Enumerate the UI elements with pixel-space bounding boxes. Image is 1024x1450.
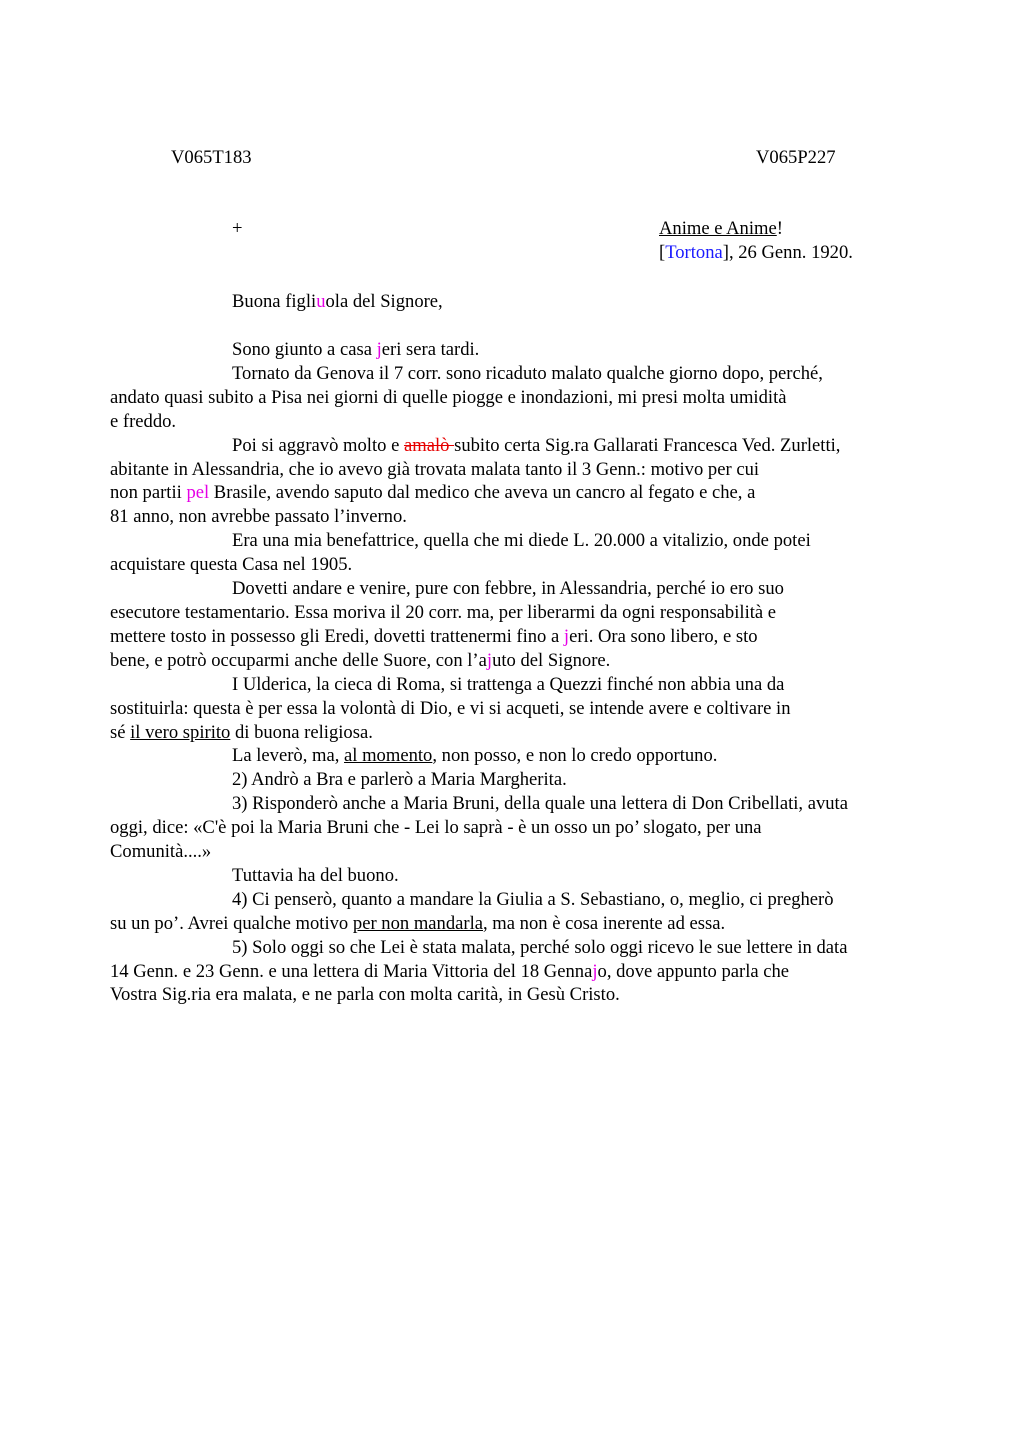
text-run: Poi si aggravò molto e	[232, 434, 404, 456]
salutation	[232, 290, 443, 314]
text-line: Tornato da Genova il 7 corr. sono ricaduto malato qualche giorno dopo, perché,	[232, 362, 823, 384]
paragraph-6	[110, 673, 931, 745]
strikethrough-word: amalò	[403, 434, 455, 456]
paragraph-1	[171, 338, 931, 362]
text-run: sé	[110, 721, 131, 743]
text-line: esecutore testamentario. Essa moriva il 20 corr. ma, per liberarmi da ogni responsabilità e	[110, 601, 777, 623]
paragraph-5	[110, 577, 931, 673]
underlined-phrase: per non mandarla	[352, 912, 483, 934]
text-run: non partii	[110, 482, 187, 504]
text-line: Dovetti andare e venire, pure con febbre, in Alessandria, perché io ero suo	[232, 578, 784, 600]
paragraph-3	[110, 434, 931, 530]
paragraph-4	[110, 529, 931, 577]
paragraph-10: Tuttavia ha del buono.	[232, 864, 399, 886]
salutation-part: ola del Signore,	[325, 291, 443, 312]
text-run: su un po’. Avrei qualche motivo	[110, 912, 353, 934]
salutation-correction: u	[316, 291, 326, 312]
title-underlined: Anime e Anime	[659, 218, 777, 239]
paragraph-9	[110, 792, 931, 864]
text-line: 81 anno, non avrebbe passato l’inverno.	[110, 506, 407, 528]
text-line: andato quasi subito a Pisa nei giorni di quelle piogge e inondazioni, mi presi molta umidità	[110, 386, 787, 408]
document-code-left: V065T183	[171, 147, 252, 168]
text-run: La leverò, ma,	[232, 745, 345, 767]
text-run: di buona religiosa.	[230, 721, 373, 743]
paragraph-2	[110, 362, 931, 434]
text-run: uto del Signore.	[492, 649, 611, 671]
paragraph-12	[110, 936, 931, 1008]
text-line: Comunità....»	[110, 841, 212, 863]
text-run: , ma non è cosa inerente ad essa.	[483, 912, 726, 934]
correction: j	[486, 649, 493, 671]
letter-place-date	[659, 241, 853, 265]
paragraph-8: 2) Andrò a Bra e parlerò a Maria Margherita.	[232, 769, 567, 791]
text-run: eri sera tardi.	[381, 339, 480, 360]
cross-mark: +	[232, 218, 243, 239]
correction: pel	[186, 482, 210, 504]
salutation-part: Buona figli	[232, 291, 317, 312]
text-line: I Ulderica, la cieca di Roma, si trattenga a Quezzi finché non abbia una da	[232, 673, 785, 695]
paragraph-11	[110, 888, 931, 936]
text-line: 5) Solo oggi so che Lei è stata malata, perché solo oggi ricevo le sue lettere in data	[232, 936, 848, 958]
text-run: o, dove appunto parla che	[597, 960, 790, 982]
text-run: eri. Ora sono libero, e sto	[569, 625, 758, 647]
text-run: , non posso, e non lo credo opportuno.	[432, 745, 718, 767]
text-run: Brasile, avendo saputo dal medico che aveva un cancro al fegato e che, a	[209, 482, 756, 504]
correction: j	[563, 625, 570, 647]
letter-title	[659, 217, 783, 241]
letter-body	[110, 338, 931, 1007]
correction: j	[592, 960, 598, 982]
text-run: 14 Genn. e 23 Genn. e una lettera di Maria Vittoria del 18 Genna	[110, 960, 593, 982]
place-name: Tortona	[665, 242, 723, 263]
text-line: Vostra Sig.ria era malata, e ne parla con molta carità, in Gesù Cristo.	[110, 984, 620, 1006]
underlined-phrase: al momento	[344, 745, 433, 767]
text-run: Sono giunto a casa	[232, 339, 377, 360]
text-run: mettere tosto in possesso gli Eredi, dovetti trattenermi fino a	[110, 625, 564, 647]
text-line: 3) Risponderò anche a Maria Bruni, della quale una lettera di Don Cribellati, avuta	[232, 793, 848, 815]
text-run: bene, e potrò occuparmi anche delle Suore, con l’a	[110, 649, 487, 671]
text-line: acquistare questa Casa nel 1905.	[110, 554, 353, 576]
place-bracket-open: [	[659, 242, 666, 263]
text-line: 4) Ci penserò, quanto a mandare la Giulia a S. Sebastiano, o, meglio, ci pregherò	[232, 888, 834, 910]
text-line: Era una mia benefattrice, quella che mi diede L. 20.000 a vitalizio, onde potei	[232, 530, 811, 552]
paragraph-7	[171, 744, 931, 768]
text-run: subito certa Sig.ra Gallarati Francesca Ved. Zurletti,	[454, 434, 841, 456]
document-code-right: V065P227	[756, 147, 836, 168]
text-line: oggi, dice: «C'è poi la Maria Bruni che - Lei lo saprà - è un osso un po’ slogato, per una	[110, 817, 762, 839]
text-line: sostituirla: questa è per essa la volontà di Dio, e vi si acqueti, se intende avere e coltivare in	[110, 697, 791, 719]
place-date: ], 26 Genn. 1920.	[722, 242, 853, 263]
correction: j	[376, 339, 382, 360]
text-line: e freddo.	[110, 410, 177, 432]
text-line: abitante in Alessandria, che io avevo già trovata malata tanto il 3 Genn.: motivo per cui	[110, 458, 760, 480]
title-end: !	[776, 218, 783, 239]
underlined-phrase: il vero spirito	[130, 721, 231, 743]
